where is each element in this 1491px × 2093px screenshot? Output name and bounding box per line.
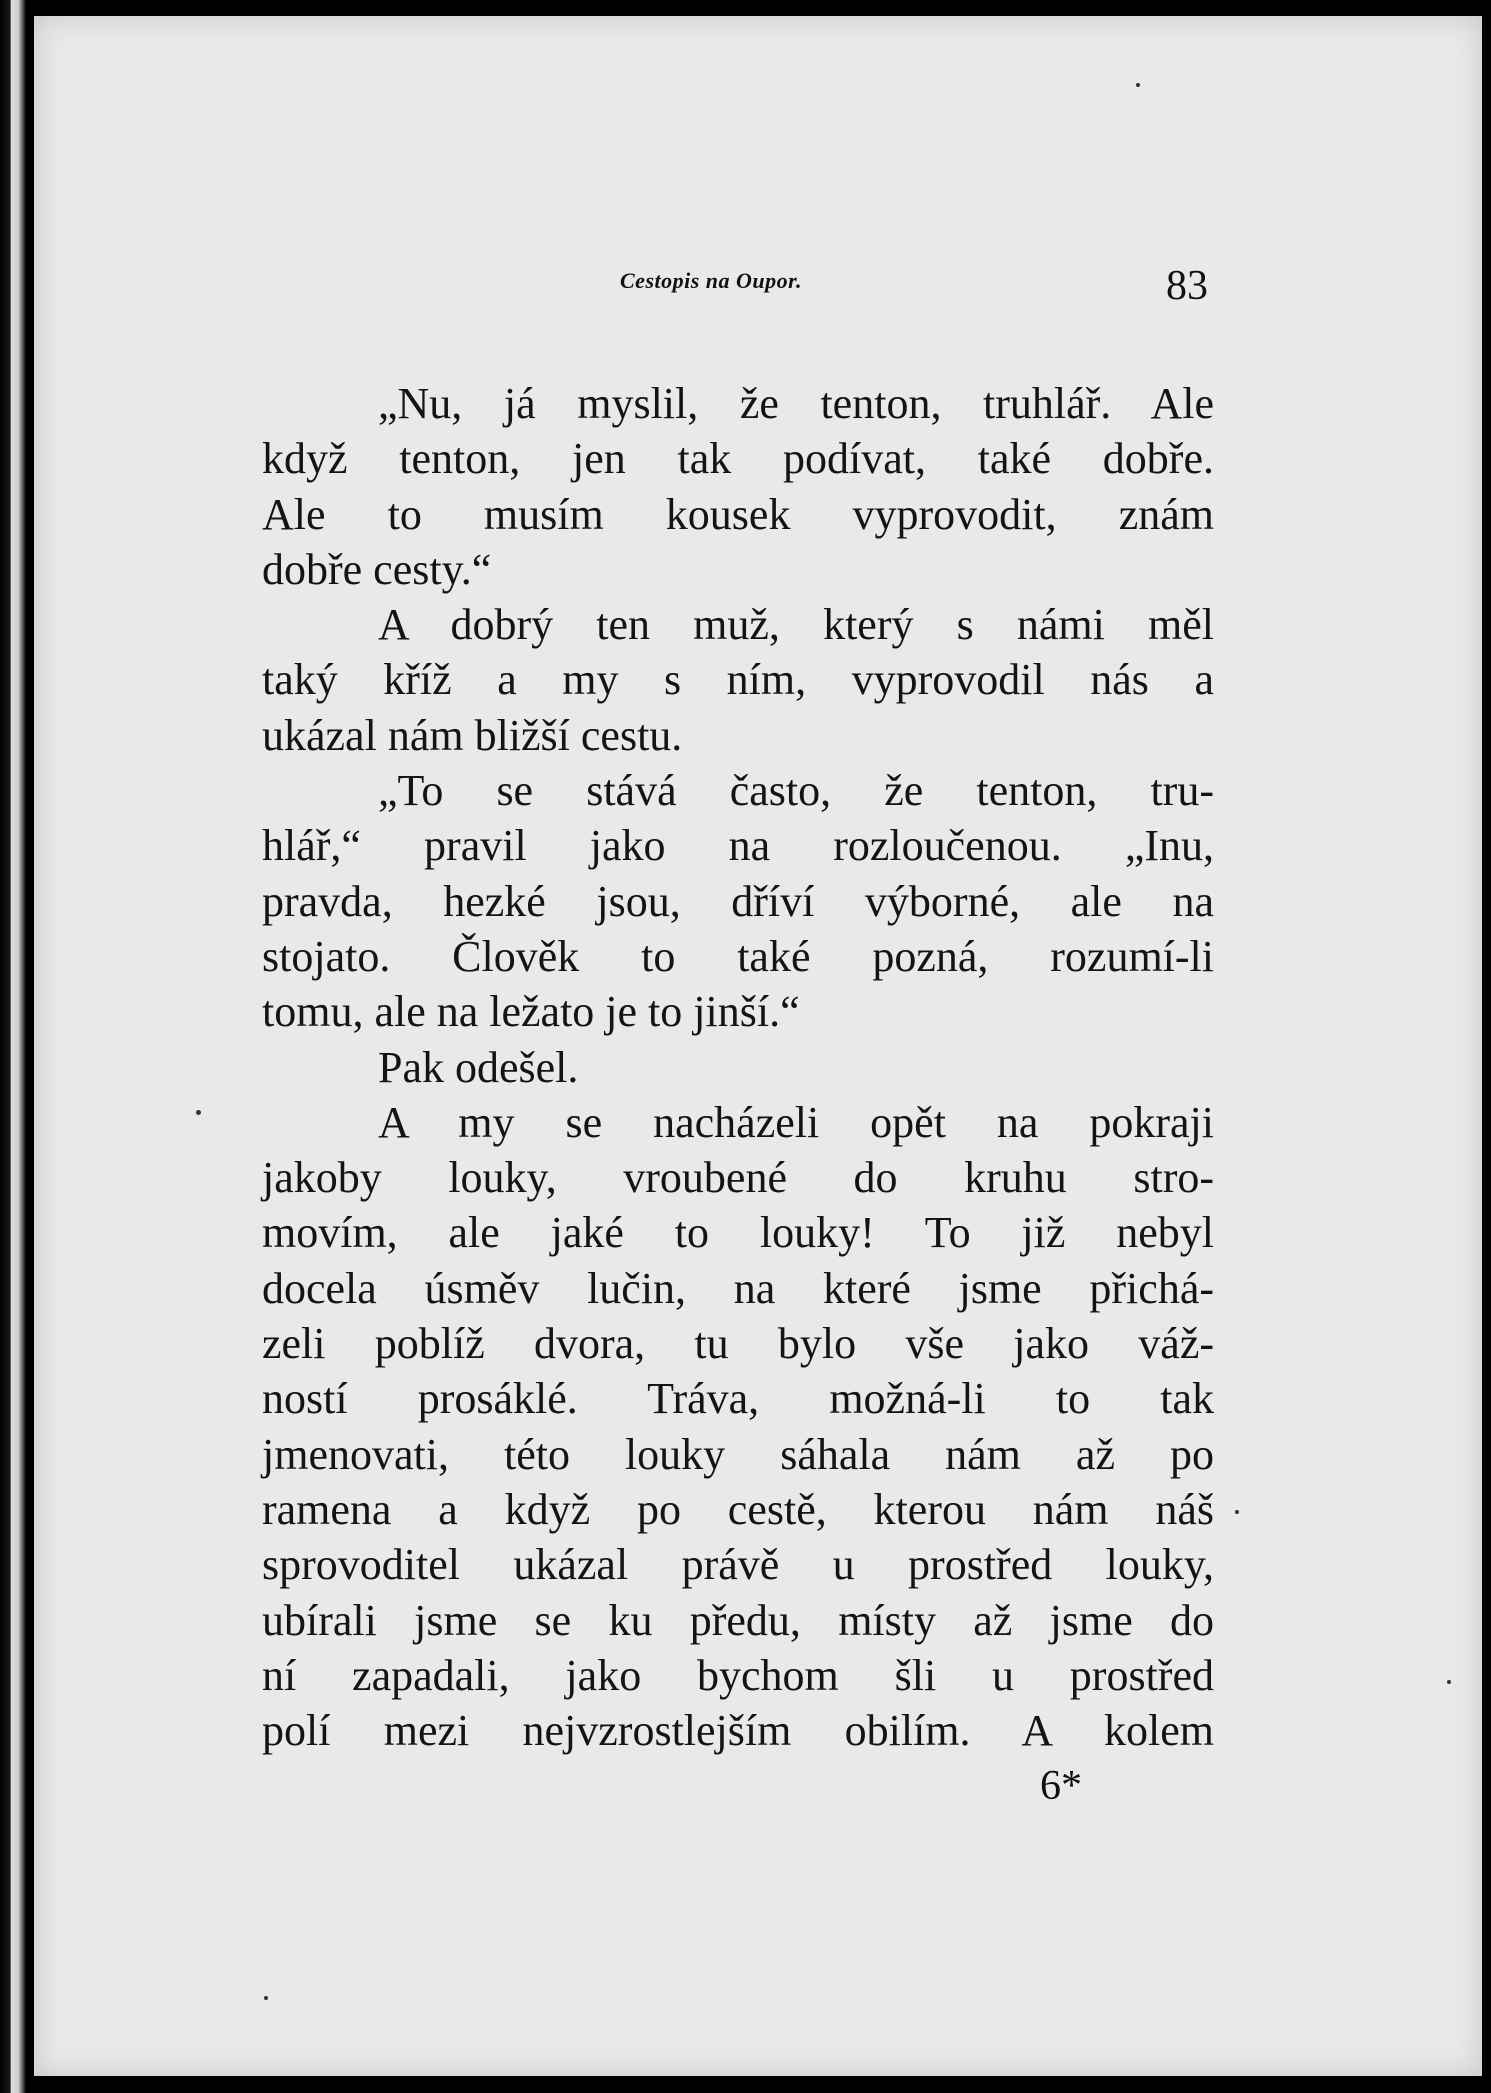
dust-speck xyxy=(1136,83,1140,87)
dust-speck xyxy=(264,1996,268,2000)
book-spine-edge xyxy=(0,0,26,2093)
dust-speck xyxy=(196,1110,201,1115)
text-line: A dobrý ten muž, který s námi měl xyxy=(378,600,1214,650)
page-number: 83 xyxy=(1166,263,1208,309)
text-line: jmenovati, této louky sáhala nám až po xyxy=(262,1429,1214,1479)
text-line: movím, ale jaké to louky! To již nebyl xyxy=(262,1208,1214,1258)
text-line: A my se nacházeli opět na pokraji xyxy=(378,1097,1214,1147)
text-line: když tenton, jen tak podívat, také dobře. xyxy=(262,434,1214,484)
text-line: jakoby louky, vroubené do kruhu stro- xyxy=(262,1153,1214,1203)
running-head: Cestopis na Oupor. xyxy=(620,268,802,293)
text-line: Ale to musím kousek vyprovodit, znám xyxy=(262,489,1214,539)
text-line: polí mezi nejvzrostlejším obilím. A kolem xyxy=(262,1706,1214,1756)
text-line: docela úsměv lučin, na které jsme přichá- xyxy=(262,1263,1214,1313)
text-line: dobře cesty.“ xyxy=(262,544,492,594)
text-line: ramena a když po cestě, kterou nám náš xyxy=(262,1484,1214,1534)
text-line: taký kříž a my s ním, vyprovodil nás a xyxy=(262,655,1214,705)
text-line: sprovoditel ukázal právě u prostřed louky, xyxy=(262,1540,1214,1590)
text-line: „Nu, já myslil, že tenton, truhlář. Ale xyxy=(378,379,1214,428)
dust-speck xyxy=(1447,1680,1451,1684)
body-text xyxy=(262,376,1214,1758)
dust-speck xyxy=(1235,1510,1239,1514)
text-line: hlář,“ pravil jako na rozloučenou. „Inu, xyxy=(262,821,1214,871)
text-line: ností prosáklé. Tráva, možná-li to tak xyxy=(262,1374,1214,1424)
signature-mark: 6* xyxy=(1040,1763,1082,1809)
text-line: ní zapadali, jako bychom šli u prostřed xyxy=(262,1650,1214,1700)
text-line: ubírali jsme se ku předu, místy až jsme do xyxy=(262,1595,1214,1645)
text-line: tomu, ale na ležato je to jinší.“ xyxy=(262,987,800,1037)
text-line: Pak odešel. xyxy=(378,1042,579,1092)
text-line: ukázal nám bližší cestu. xyxy=(262,710,683,760)
text-line: stojato. Člověk to také pozná, rozumí-li xyxy=(262,931,1214,981)
text-line: zeli poblíž dvora, tu bylo vše jako váž- xyxy=(262,1319,1214,1369)
text-line: pravda, hezké jsou, dříví výborné, ale na xyxy=(262,876,1214,926)
text-line: „To se stává často, že tenton, tru- xyxy=(378,766,1214,816)
